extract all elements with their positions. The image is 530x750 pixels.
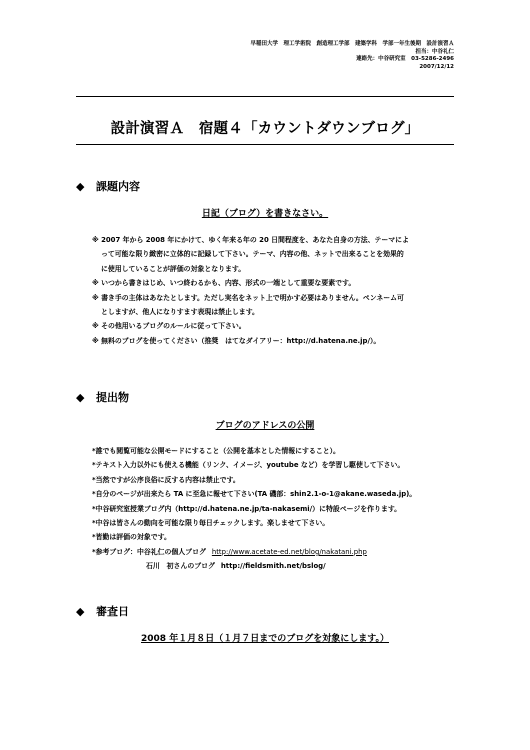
header-info bbox=[250, 41, 454, 71]
reference-blog-row bbox=[92, 545, 492, 559]
section-heading-label: 課題内容 bbox=[96, 180, 140, 193]
reference-blog-row-2 bbox=[92, 559, 492, 573]
header-date: 2007/12/12 bbox=[419, 63, 454, 70]
review-date-text: 2008 年１月８日（１月７日までのブログを対象にします。） bbox=[141, 634, 389, 644]
note-line: ※ 無料のブログを使ってください（推奨 はてなダイアリー：http://d.hatena.ne.jp/）。 bbox=[92, 336, 381, 345]
section-heading-submission bbox=[76, 389, 129, 405]
submission-line: *中谷は皆さんの動向を可能な限り毎日チェックします。楽しませて下さい。 bbox=[92, 519, 330, 528]
top-rule bbox=[76, 96, 454, 97]
note-line: ※ 書き手の主体はあなたとします。ただし実名をネット上で明かす必要はありません。ペンネーム可 bbox=[92, 293, 404, 302]
assignment-subheading bbox=[76, 206, 454, 219]
diamond-bullet-icon: ◆ bbox=[76, 391, 85, 404]
section-heading-label: 提出物 bbox=[96, 391, 129, 404]
note-line: に使用していることが評価の対象となります。 bbox=[101, 264, 246, 273]
submission-subheading-text: ブログのアドレスの公開 bbox=[215, 421, 315, 431]
section-heading-review bbox=[76, 603, 129, 619]
submission-line: *皆勤は評価の対象です。 bbox=[92, 533, 171, 542]
section-heading-label: 審査日 bbox=[96, 605, 129, 618]
diamond-bullet-icon: ◆ bbox=[76, 605, 85, 618]
reference-blog-label: *参考ブログ：中谷礼仁の個人ブログ bbox=[92, 547, 206, 556]
submission-line: *誰でも閲覧可能な公開モードにすること（公開を基本とした情報にすること）。 bbox=[92, 447, 340, 455]
reference-blog-link-2[interactable]: http://fieldsmith.net/bslog/ bbox=[220, 562, 326, 571]
submission-notes bbox=[92, 444, 492, 574]
section-heading-assignment bbox=[76, 178, 140, 194]
submission-line: *中谷研究室授業ブログ内（http://d.hatena.ne.jp/ta-nakasemi/）に特設ページを作ります。 bbox=[92, 504, 402, 513]
note-line: としますが、他人になりすます表現は禁止します。 bbox=[101, 308, 259, 317]
assignment-notes bbox=[92, 233, 468, 348]
header-contact: 連絡先：中谷研究室 03-5286-2496 bbox=[356, 56, 454, 63]
reference-blog-label-2: 石川 初さんのブログ bbox=[146, 562, 215, 571]
submission-line: *当然ですが公序良俗に反する内容は禁止です。 bbox=[92, 475, 240, 484]
header-affiliation: 早稲田大学 理工学術院 創造理工学部 建築学科 学部一年生後期 設計演習Ａ bbox=[250, 41, 454, 47]
diamond-bullet-icon: ◆ bbox=[76, 180, 85, 193]
note-line: って可能な限り緻密に立体的に記録して下さい。テーマ、内容の他、ネットで出来ることを効果的 bbox=[101, 250, 404, 259]
page-title: 設計演習Ａ 宿題４「カウントダウンブログ」 bbox=[110, 121, 420, 137]
submission-line: *自分のページが出来たら TA に至急に報せて下さい(TA 磯部：shin2.1-o-1@akane.waseda.jp)。 bbox=[92, 490, 417, 499]
note-line: ※ 2007 年から 2008 年にかけて、ゆく年来る年の 20 日間程度を、あなた自身の方法、テーマによ bbox=[92, 236, 409, 244]
submission-line: *テキスト入力以外にも使える機能（リンク、イメージ、youtube など）を学習し駆使して下さい。 bbox=[92, 461, 405, 470]
assignment-subheading-text: 日記（ブログ）を書きなさい。 bbox=[201, 209, 329, 219]
title-bottom-rule bbox=[76, 144, 454, 145]
reference-blog-link[interactable]: http://www.acetate-ed.net/blog/nakatani.php bbox=[211, 547, 367, 556]
review-date bbox=[76, 631, 454, 644]
note-line: ※ その他用いるブログのルールに従って下さい。 bbox=[92, 322, 246, 331]
note-line: ※ いつから書きはじめ、いつ終わるかも、内容、形式の一端として重要な要素です。 bbox=[92, 279, 356, 288]
submission-subheading bbox=[76, 418, 454, 431]
header-instructor: 担当：中谷礼仁 bbox=[415, 48, 454, 55]
